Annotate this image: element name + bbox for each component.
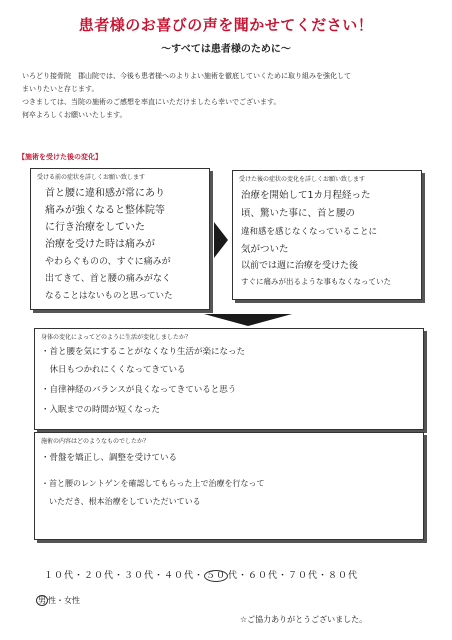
thanks-text: ☆ご協力ありがとうございました。 [240,615,368,624]
intro-line: 何卒よろしくお願いいたします。 [22,111,127,119]
right-arrow-icon [214,222,228,258]
intro-line: いろどり接骨院 郡山院では、今後も患者様へのよりよい施術を徹底していくために取り組みを強化して [22,72,351,80]
section-heading: 【施術を受けた後の変化】 [18,153,102,161]
page-title: 患者様のお喜びの声を聞かせてください！ [78,16,374,34]
handwritten-line: やわらぐものの、すぐに痛みが [45,257,171,267]
handwritten-line: いただき、根本治療をしていただいている [41,497,201,506]
down-arrow-icon [204,314,292,326]
handwritten-line: 首と腰に違和感が常にあり [45,188,165,199]
handwritten-line: 治療を開始して1カ月程経った [241,190,371,201]
handwritten-line: ・入眠までの時間が短くなった [41,405,161,415]
gender-male-suffix: 性 [48,596,56,605]
gender-female[interactable]: 女性 [64,596,80,605]
gender-separator: ・ [56,596,64,605]
handwritten-line: 出てきて、首と腰の痛みがなく [45,274,171,284]
age-options [44,568,358,581]
page-subtitle: ～すべては患者様のために～ [161,44,291,55]
age-selected[interactable]: ５０ [206,571,227,581]
handwritten-line: ・首と腰を気にすることがなくなり生活が楽になった [41,347,246,357]
handwritten-line: 違和感を感じなくなっていることに [241,227,378,237]
after-symptoms-box [232,170,422,300]
handwritten-line: すぐに痛みが出るような事もなくなっていた [241,277,391,286]
life-change-box [34,328,424,430]
after-caption: 受けた後の症状の変化を詳しくお願い致します [239,176,366,183]
handwritten-line: なることはないものと思っていた [45,291,173,301]
intro-line: つきましては、当院の施術のご感想を率直にいただけましたら幸いでございます。 [22,98,281,106]
before-symptoms-box [30,168,210,310]
before-caption: 受ける前の症状を詳しくお願い致します [37,174,146,181]
intro-text [22,70,434,122]
gender-options [36,595,80,606]
handwritten-line: 痛みが強くなると整体院等 [45,205,165,216]
handwritten-line: ・骨盤を矯正し、調整を受けている [41,453,178,463]
handwritten-line: ・首と腰のレントゲンを確認してもらった上で治療を行なって [41,479,265,488]
gender-male-selected[interactable]: 男 [38,596,46,605]
age-options-before: １０代・２０代・３０代・４０代・ [44,571,205,581]
handwritten-line: 治療を受けた時は痛みが [45,239,155,250]
handwritten-line: 頃、驚いた事に、首と腰の [241,208,356,219]
handwritten-line: 以前では週に治療を受けた後 [241,261,359,271]
age-options-after: 代・６０代・７０代・８０代 [228,571,359,581]
handwritten-line: に行き治療をしていた [45,222,145,233]
treatment-box [34,432,424,540]
handwritten-line: 気がついた [241,244,289,255]
life-caption: 身体の変化によってどのように生活が変化しましたか？ [41,334,192,341]
handwritten-line: ・自律神経のバランスが良くなってきていると思う [41,385,237,395]
intro-line: まいりたいと存じます。 [22,85,99,93]
treatment-caption: 施術の内容はどのようなものでしたか？ [41,438,150,445]
handwritten-line: 休日もつかれにくくなってきている [41,365,186,375]
